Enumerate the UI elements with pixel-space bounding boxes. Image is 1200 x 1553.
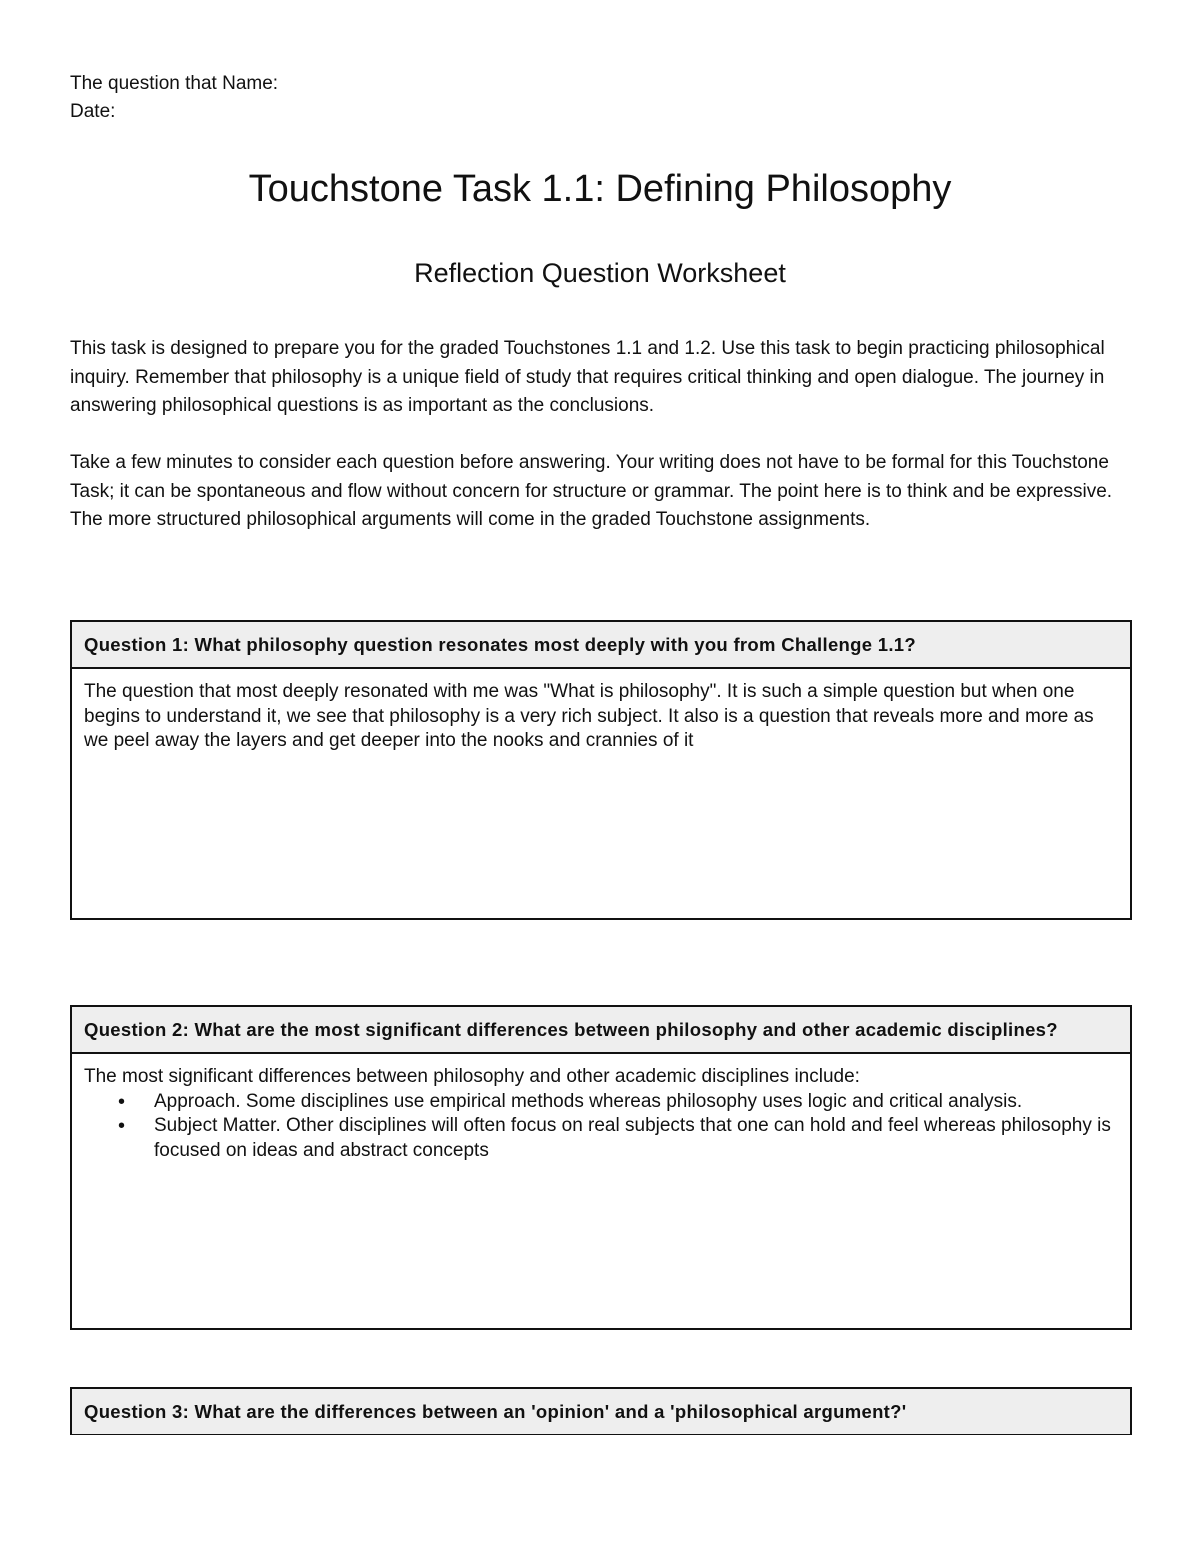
question-3-box: [70, 1387, 1132, 1435]
question-1-box: [70, 620, 1132, 920]
name-line: The question that Name:: [70, 73, 279, 94]
bullet-item-approach: • Approach. Some disciplines use empirical methods whereas philosophy uses logic and critical analysis.: [154, 1090, 1118, 1115]
intro-paragraph-2: Take a few minutes to consider each question before answering. Your writing does not have to be formal for this Touchstone Task; it can be spontaneous and flow without concern for structure or grammar. The point here is to think and be expressive. The more structured philosophical arguments will come in the graded Touchstone assignments.: [70, 452, 1113, 530]
bullet-item-subject-matter: • Subject Matter. Other disciplines will often focus on real subjects that one can hold and feel whereas philosophy is focused on ideas and abstract concepts: [154, 1114, 1118, 1163]
question-1-prompt: Question 1: What philosophy question resonates most deeply with you from Challenge 1.1?: [72, 622, 1130, 669]
answer-bullet-list: [84, 1090, 1118, 1164]
question-2-box: [70, 1005, 1132, 1330]
question-2-prompt: Question 2: What are the most significant differences between philosophy and other academic disciplines?: [72, 1007, 1130, 1054]
question-2-answer[interactable]: [72, 1054, 1130, 1174]
date-line: Date:: [70, 101, 116, 122]
page-subtitle: Reflection Question Worksheet: [414, 258, 786, 288]
question-1-answer[interactable]: The question that most deeply resonated with me was "What is philosophy". It is such a simple question but when one begins to understand it, we see that philosophy is a very rich subject. It also is a question that reveals more and more as we peel away the layers and get deeper into the nooks and crannies of it: [84, 681, 1094, 751]
intro-paragraph-1: This task is designed to prepare you for the graded Touchstones 1.1 and 1.2. Use this task to begin practicing philosophical inquiry. Remember that philosophy is a unique field of study that requires critical thinking and open dialogue. The journey in answering philosophical questions is as important as the conclusions.: [70, 338, 1105, 416]
answer-intro: The most significant differences between philosophy and other academic disciplines include:: [84, 1066, 860, 1087]
student-info: [70, 70, 278, 126]
question-3-prompt: Question 3: What are the differences between an 'opinion' and a 'philosophical argument?': [72, 1389, 1130, 1434]
page-title: Touchstone Task 1.1: Defining Philosophy: [248, 168, 952, 210]
